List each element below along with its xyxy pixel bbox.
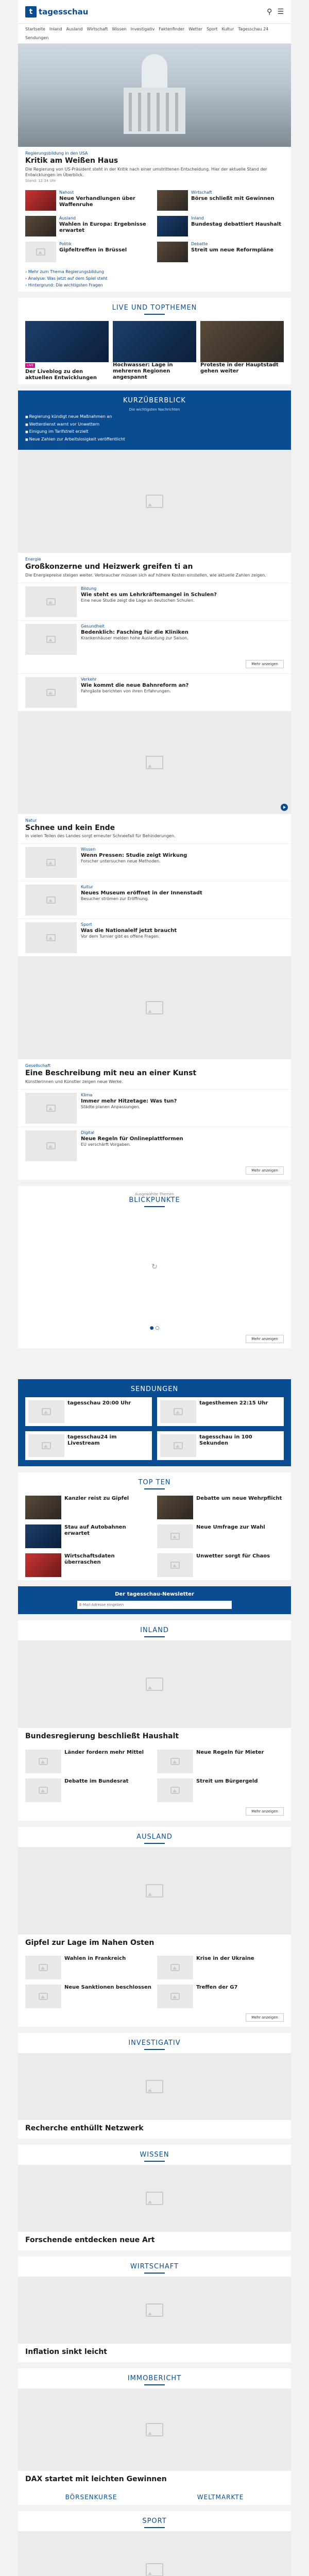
mini-kicker: Ausland xyxy=(59,216,76,221)
list-item[interactable] xyxy=(18,620,291,658)
sendung-card[interactable] xyxy=(157,1431,284,1460)
teaser-image xyxy=(25,190,56,211)
teaser-text: Künstlerinnen und Künstler zeigen neue Werke. xyxy=(25,1079,123,1084)
newsletter-email-input[interactable] xyxy=(77,1601,232,1609)
kicker: Gesellschaft xyxy=(25,1063,51,1069)
section-heading: INLAND xyxy=(140,1626,169,1634)
section-heading: WIRTSCHAFT xyxy=(130,2262,179,2270)
list-item[interactable] xyxy=(18,1089,291,1127)
topten-item[interactable] xyxy=(157,1496,284,1519)
wissen-image[interactable] xyxy=(18,2165,291,2232)
boersenkurse-link[interactable]: BÖRSENKURSE xyxy=(65,2493,117,2501)
text: Forscher untersuchen neue Methoden. xyxy=(81,859,161,864)
kurz-item[interactable]: ■ Wetterdienst warnt vor Unwettern xyxy=(25,421,284,427)
kicker: Natur xyxy=(25,818,37,823)
topten-title xyxy=(18,1472,291,1493)
live-cards xyxy=(18,318,291,384)
text: Besucher strömen zur Eröffnung. xyxy=(81,896,149,902)
title: Bedenklich: Fasching für die Kliniken xyxy=(81,629,188,635)
sendung-card[interactable] xyxy=(25,1431,152,1460)
immobericht-title xyxy=(18,2368,291,2388)
teaser-title: Streit um Bürgergeld xyxy=(196,1778,258,1784)
teaser-image xyxy=(25,885,77,916)
mini-title: Börse schließt mit Gewinnen xyxy=(191,196,274,202)
section-sub: Ausgewählte Themen xyxy=(135,1192,174,1196)
nav-item[interactable]: Tagesschau 24 xyxy=(238,27,269,31)
mini-kicker: Inland xyxy=(191,216,204,221)
section-heading: SENDUNGEN xyxy=(130,1385,179,1393)
title: Immer mehr Hitzetage: Was tun? xyxy=(81,1098,177,1104)
item-title: Wirtschaftsdaten überraschen xyxy=(64,1553,115,1565)
main-nav xyxy=(18,24,291,44)
logo[interactable] xyxy=(25,6,88,18)
mini-teaser[interactable] xyxy=(25,216,152,236)
teaser-image xyxy=(25,922,77,953)
market-links xyxy=(18,2489,291,2505)
teaser-title: Neue Regeln für Mieter xyxy=(196,1749,264,1755)
feature-story[interactable] xyxy=(18,814,291,844)
topten-item[interactable] xyxy=(157,1524,284,1548)
teaser-image xyxy=(25,216,56,236)
list-item[interactable] xyxy=(18,881,291,919)
item-title: Debatte um neue Wehrpflicht xyxy=(196,1495,282,1501)
mini-title: Gipfeltreffen in Brüssel xyxy=(59,247,127,253)
hero-link[interactable]: › Analyse: Was jetzt auf dem Spiel steht xyxy=(25,275,284,282)
feature2-story[interactable] xyxy=(18,1059,291,1089)
logo-mark: t xyxy=(25,6,37,18)
inland-grid xyxy=(18,1747,291,1805)
feature2-image[interactable] xyxy=(18,956,291,1059)
teaser-image xyxy=(157,190,188,211)
mini-title: Bundestag debattiert Haushalt xyxy=(191,222,281,228)
grid-teaser[interactable] xyxy=(25,1956,152,1979)
teaser-text: Die Energiepreise steigen weiter. Verbraucher müssen sich auf höhere Kosten einstellen, wie aktuelle Zahlen zeigen. xyxy=(25,572,266,578)
topten-list xyxy=(18,1493,291,1580)
inland-image[interactable] xyxy=(18,1640,291,1728)
loading-spinner-icon: ↻ xyxy=(151,1262,158,1271)
mini-teaser[interactable] xyxy=(25,242,152,262)
carousel-dots[interactable]: ● ○ xyxy=(149,1325,160,1331)
item-title: Stau auf Autobahnen erwartet xyxy=(64,1524,126,1536)
sport-image[interactable] xyxy=(18,2531,291,2576)
ausland-grid xyxy=(18,1953,291,2011)
sendung-title: tagesschau 20:00 Uhr xyxy=(67,1400,131,1406)
topten-item[interactable] xyxy=(25,1496,152,1519)
sendung-title: tagesschau24 im Livestream xyxy=(67,1434,117,1446)
play-icon[interactable] xyxy=(281,804,288,811)
newsletter-box xyxy=(18,1586,291,1614)
teaser-title: Neue Sanktionen beschlossen xyxy=(64,1985,151,1991)
live-card[interactable] xyxy=(113,321,196,381)
blickpunkte-title xyxy=(18,1186,291,1210)
sport-title xyxy=(18,2511,291,2531)
nav-item[interactable]: Inland xyxy=(49,27,62,31)
headline[interactable]: Inflation sinkt leicht xyxy=(25,2347,107,2356)
nav-item[interactable]: Faktenfinder xyxy=(159,27,185,31)
mini-kicker: Debatte xyxy=(191,242,208,247)
header-icons xyxy=(267,8,284,16)
live-section-title xyxy=(18,298,291,318)
text: Fahrgäste berichten von ihren Erfahrungen. xyxy=(81,688,171,693)
mini-teaser[interactable] xyxy=(157,190,284,211)
headline[interactable]: Bundesregierung beschließt Haushalt xyxy=(25,1732,179,1740)
card-title: Der Liveblog zu den aktuellen Entwicklungen xyxy=(25,369,97,381)
hero-teaser[interactable] xyxy=(18,147,291,187)
teaser-image xyxy=(157,216,188,236)
teaser-title: Länder fordern mehr Mittel xyxy=(64,1749,144,1755)
hero-link[interactable]: › Mehr zum Thema Regierungsbildung xyxy=(25,268,284,275)
teaser-image xyxy=(25,1093,77,1124)
teaser-title: Wahlen in Frankreich xyxy=(64,1956,126,1962)
mini-kicker: Wirtschaft xyxy=(191,190,212,195)
teaser-image xyxy=(25,847,77,878)
section-heading: AUSLAND xyxy=(136,1833,173,1841)
mini-title: Wahlen in Europa: Ergebnisse erwartet xyxy=(59,222,146,234)
hero-links xyxy=(18,265,291,292)
teaser-image xyxy=(25,677,77,708)
section-heading: KURZÜBERBLICK xyxy=(123,397,186,405)
card-title: Proteste in der Hauptstadt gehen weiter xyxy=(200,362,279,375)
teaser-title: Debatte im Bundesrat xyxy=(64,1778,129,1784)
section-heading: LIVE UND TOPTHEMEN xyxy=(112,304,197,312)
teaser-title: Treffen der G7 xyxy=(196,1985,238,1991)
title: Was die Nationalelf jetzt braucht xyxy=(81,928,177,934)
kicker: Wissen xyxy=(81,847,96,852)
mini-teaser[interactable] xyxy=(157,216,284,236)
card-image xyxy=(25,321,109,362)
nav-item[interactable]: Sport xyxy=(207,27,218,31)
nav-item[interactable]: Wissen xyxy=(112,27,127,31)
text: EU verschärft Vorgaben. xyxy=(81,1142,131,1147)
headline[interactable]: Gipfel zur Lage im Nahen Osten xyxy=(25,1938,154,1947)
grid-teaser[interactable] xyxy=(157,1750,284,1773)
title: Wie steht es um Lehrkräftemangel in Schulen? xyxy=(81,591,217,598)
card-image xyxy=(113,321,196,362)
weltmaerkte-link[interactable]: WELTMARKTE xyxy=(197,2493,244,2501)
item-title: Neue Umfrage zur Wahl xyxy=(196,1524,265,1530)
teaser-image xyxy=(157,242,188,262)
title: Neue Regeln für Onlineplattformen xyxy=(81,1136,183,1142)
nav-item[interactable]: Ausland xyxy=(66,27,83,31)
sendung-title: tagesthemen 22:15 Uhr xyxy=(199,1400,268,1406)
more-button-wrap xyxy=(18,658,291,673)
more-button[interactable]: Mehr anzeigen xyxy=(246,1166,284,1175)
live-card[interactable] xyxy=(25,321,109,381)
live-badge: LIVE xyxy=(25,363,35,368)
more-button[interactable]: Mehr anzeigen xyxy=(246,1807,284,1816)
grid-teaser[interactable] xyxy=(25,1985,152,2008)
newsletter-title: Der tagesschau-Newsletter xyxy=(115,1591,194,1597)
grid-teaser[interactable] xyxy=(25,1750,152,1773)
title: Wenn Pressen: Studie zeigt Wirkung xyxy=(81,853,187,859)
list-item[interactable] xyxy=(18,673,291,711)
headline: Eine Beschreibung mit neu an einer Kunst xyxy=(25,1069,197,1078)
item-title: Kanzler reist zu Gipfel xyxy=(64,1495,129,1501)
nav-item[interactable]: Investigativ xyxy=(130,27,155,31)
kurzueberblick xyxy=(18,391,291,450)
grid-teaser[interactable] xyxy=(157,1778,284,1802)
kurz-item[interactable]: ■ Regierung kündigt neue Maßnahmen an xyxy=(25,414,284,419)
list-item[interactable] xyxy=(18,843,291,881)
investigativ-title xyxy=(18,2033,291,2053)
section-heading: SPORT xyxy=(142,2517,167,2525)
kicker: Klima xyxy=(81,1092,93,1097)
nav-item[interactable]: Kultur xyxy=(221,27,234,31)
title: Neues Museum eröffnet in der Innenstadt xyxy=(81,890,202,896)
text: Eine neue Studie zeigt die Lage an deutschen Schulen. xyxy=(81,598,195,603)
section-heading: WISSEN xyxy=(140,2151,169,2159)
sendung-card[interactable] xyxy=(157,1397,284,1426)
more-button-wrap xyxy=(18,2011,291,2027)
mini-kicker: Politik xyxy=(59,242,72,247)
hero-headline[interactable]: Kritik am Weißen Haus xyxy=(25,157,118,165)
list-item[interactable] xyxy=(18,1127,291,1164)
capitol-illustration xyxy=(124,54,185,131)
hero-kicker: Regierungsbildung in den USA xyxy=(25,151,88,156)
hero-image[interactable] xyxy=(18,44,291,147)
main-column xyxy=(18,0,291,2576)
card-title: Hochwasser: Lage in mehreren Regionen angespannt xyxy=(113,362,173,381)
more-button-wrap xyxy=(18,1805,291,1821)
kicker: Gesundheit xyxy=(81,623,105,629)
more-button-wrap xyxy=(18,1164,291,1180)
top-bar xyxy=(18,0,291,24)
kurz-item[interactable]: ■ Einigung im Tarifstreit erzielt xyxy=(25,429,284,434)
immobericht-image[interactable] xyxy=(18,2388,291,2471)
text: Krankenhäuser melden hohe Auslastung zur Saison. xyxy=(81,635,188,640)
mini-teaser[interactable] xyxy=(25,190,152,211)
card-image xyxy=(200,321,284,362)
hero-text: Die Regierung von US-Präsident steht in der Kritik nach einer umstrittenen Entscheidung. Hier der aktuelle Stand der Entwicklungen im Überblick. xyxy=(25,166,267,177)
live-card[interactable] xyxy=(200,321,284,381)
section-heading: IMMOBERICHT xyxy=(127,2374,182,2382)
hero-meta: Stand: 12:34 Uhr xyxy=(25,179,56,183)
nav-item[interactable]: Wirtschaft xyxy=(87,27,108,31)
ausland-title xyxy=(18,1827,291,1847)
kurz-item[interactable]: ■ Neue Zahlen zur Arbeitslosigkeit veröffentlicht xyxy=(25,436,284,442)
list-item[interactable] xyxy=(18,583,291,620)
sendung-card[interactable] xyxy=(25,1397,152,1426)
logo-text: tagesschau xyxy=(39,7,89,16)
teaser-text: In vielen Teilen des Landes sorgt erneuter Schneefall für Behinderungen. xyxy=(25,834,176,839)
headline[interactable]: Recherche enthüllt Netzwerk xyxy=(25,2124,144,2133)
kicker: Digital xyxy=(81,1130,94,1135)
topten-item[interactable] xyxy=(25,1553,152,1577)
headline: Schnee und kein Ende xyxy=(25,823,115,832)
mini-teaser[interactable] xyxy=(157,242,284,262)
search-icon[interactable]: ⚲ xyxy=(267,7,272,16)
section-sub: Die wichtigsten Nachrichten xyxy=(129,408,180,412)
nav-item[interactable]: Wetter xyxy=(188,27,203,31)
hero-link[interactable]: › Hintergrund: Die wichtigsten Fragen xyxy=(25,282,284,289)
text: Vor dem Turnier gibt es offene Fragen. xyxy=(81,934,160,939)
more-button[interactable]: Mehr anzeigen xyxy=(246,1335,284,1343)
sendungen xyxy=(18,1379,291,1466)
wissen-title xyxy=(18,2145,291,2165)
more-button[interactable]: Mehr anzeigen xyxy=(246,2013,284,2022)
hero-mini-teasers xyxy=(18,187,291,265)
nav-item[interactable]: Startseite xyxy=(25,27,45,31)
teaser-image xyxy=(25,624,77,655)
title: Wie kommt die neue Bahnreform an? xyxy=(81,682,189,688)
mini-title: Neue Verhandlungen über Waffenruhe xyxy=(59,196,135,208)
investigativ-image[interactable] xyxy=(18,2053,291,2120)
teaser-image xyxy=(25,1130,77,1161)
grid-teaser[interactable] xyxy=(157,1985,284,2008)
item-title: Unwetter sorgt für Chaos xyxy=(196,1553,270,1559)
menu-icon[interactable]: ☰ xyxy=(277,7,284,16)
more-button-wrap xyxy=(18,1333,291,1348)
main-story[interactable] xyxy=(18,553,291,583)
topten-item[interactable] xyxy=(25,1524,152,1548)
ausland-image[interactable] xyxy=(18,1847,291,1935)
kicker: Verkehr xyxy=(81,676,97,682)
kicker: Bildung xyxy=(81,586,97,591)
headline[interactable]: DAX startet mit leichten Gewinnen xyxy=(25,2475,167,2483)
kicker: Energie xyxy=(25,556,41,562)
kicker: Sport xyxy=(81,922,92,927)
blickpunkte-carousel[interactable] xyxy=(18,1210,291,1324)
kicker: Kultur xyxy=(81,885,93,890)
teaser-title: Krise in der Ukraine xyxy=(196,1956,254,1962)
list-item[interactable] xyxy=(18,919,291,956)
more-button[interactable]: Mehr anzeigen xyxy=(246,660,284,668)
text: Städte planen Anpassungen. xyxy=(81,1104,141,1109)
mini-kicker: Nahost xyxy=(59,190,74,195)
wirtschaft-image[interactable] xyxy=(18,2277,291,2344)
grid-teaser[interactable] xyxy=(157,1956,284,1979)
headline[interactable]: Forschende entdecken neue Art xyxy=(25,2236,155,2245)
headline: Großkonzerne und Heizwerk greifen ti an xyxy=(25,562,193,571)
mini-title: Streit um neue Reformpläne xyxy=(191,247,273,253)
topten-item[interactable] xyxy=(157,1553,284,1577)
grid-teaser[interactable] xyxy=(25,1778,152,1802)
section-heading: BLICKPUNKTE xyxy=(129,1196,180,1204)
section-heading: INVESTIGATIV xyxy=(128,2039,181,2047)
teaser-image xyxy=(25,242,56,262)
wirtschaft-title xyxy=(18,2257,291,2277)
feature-image[interactable] xyxy=(18,711,291,814)
section-heading: TOP TEN xyxy=(138,1478,171,1486)
kurz-list xyxy=(25,414,284,442)
main-story-image[interactable] xyxy=(18,450,291,553)
nav-item[interactable]: Sendungen xyxy=(25,36,49,40)
sendung-title: tagesschau in 100 Sekunden xyxy=(199,1434,252,1446)
inland-title xyxy=(18,1620,291,1640)
teaser-image xyxy=(25,586,77,617)
